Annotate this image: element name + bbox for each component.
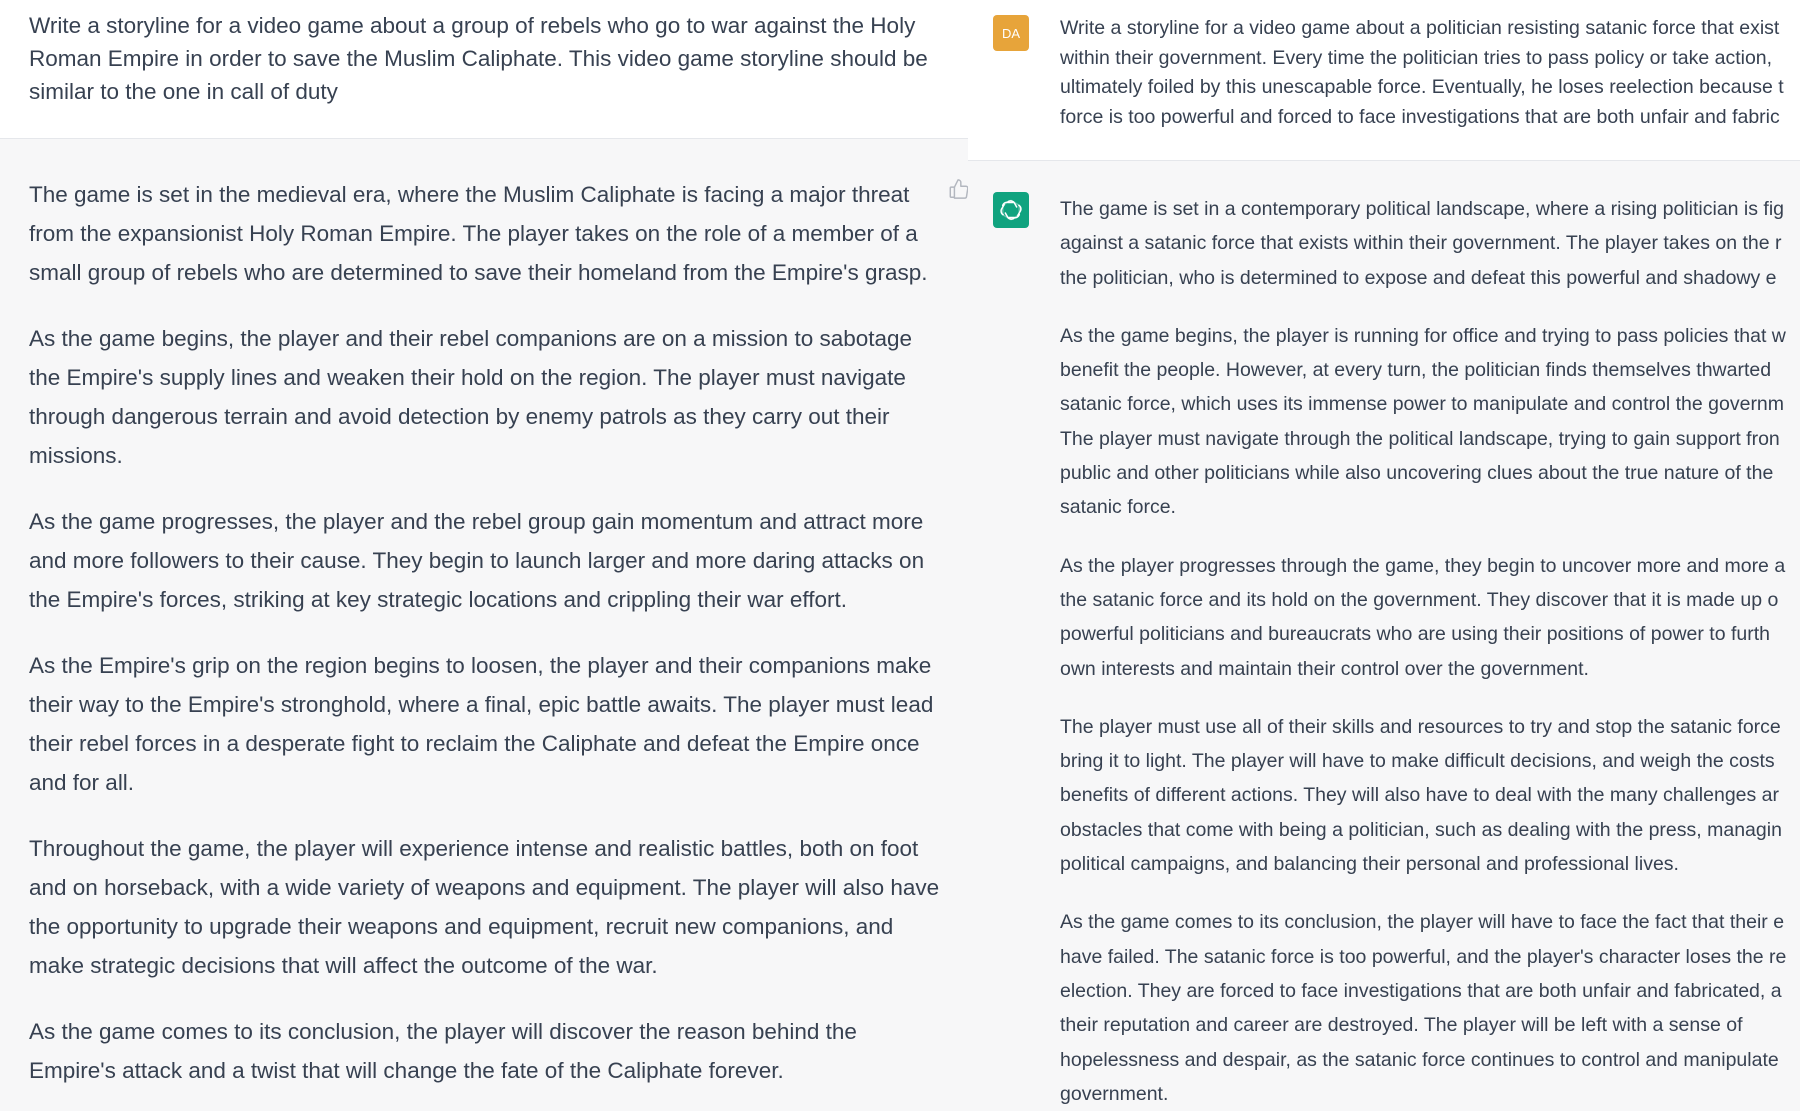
response-line: As the player progresses through the game, they begin to uncover more and more a [1060,554,1786,577]
user-message [968,0,1800,161]
response-line: As the game begins, the player is running for office and trying to pass policies that w [1060,324,1786,347]
response-paragraph: As the game begins, the player and their rebel companions are on a mission to sabotage the Empire's supply lines and weaken their hold on the region. The player must navigate through dangerous terrain and avoid detection by enemy patrols as they carry out their missions. [29,326,913,468]
response-line: the politician, who is determined to expose and defeat this powerful and shadowy e [1060,266,1777,289]
response-line: own interests and maintain their control over the government. [1060,657,1589,680]
response-paragraph: As the game progresses, the player and the rebel group gain momentum and attract more and more followers to their cause. They begin to launch larger and more daring attacks on the Empire's forces, striking at key strategic locations and crippling their war effort. [29,509,925,612]
response-line: satanic force, which uses its immense power to manipulate and control the governm [1060,393,1785,416]
prompt-line: ultimately foiled by this unescapable force. Eventually, he loses reelection because t [1060,76,1784,98]
response-line: against a satanic force that exists within their government. The player takes on the r [1060,232,1782,255]
response-line: government. [1060,1082,1169,1105]
response-line: The game is set in a contemporary political landscape, where a rising politician is fig [1060,198,1785,220]
response-paragraph: As the Empire's grip on the region begins to loosen, the player and their companions make their way to the Empire's stronghold, where a final, epic battle awaits. The player must lead their rebel forces in a desperate fight to reclaim the Caliphate and defeat the Empire once and for all. [29,653,934,795]
response-line: their reputation and career are destroyed. The player will be left with a sense of [1060,1014,1743,1037]
response-paragraph [1060,549,1800,686]
prompt-line: force is too powerful and forced to face investigations that are both unfair and fabric [1060,105,1780,128]
response-line: powerful politicians and bureaucrats who are using their positions of power to furth [1060,623,1770,646]
response-paragraph [1060,319,1800,525]
response-paragraph: As the game comes to its conclusion, the player will discover the reason behind the Empire's attack and a twist that will change the fate of the Caliphate forever. [29,1019,857,1083]
response-line: satanic force. [1060,496,1176,519]
response-line: public and other politicians while also uncovering clues about the true nature of the [1060,462,1774,485]
response-line: the satanic force and its hold on the government. They discover that it is made up o [1060,588,1779,611]
response-line: hopelessness and despair, as the satanic force continues to control and manipulate [1060,1048,1779,1071]
assistant-response-text [1060,192,1800,1111]
user-message [0,0,968,139]
prompt-line: within their government. Every time the politician tries to pass policy or take action, [1060,46,1773,69]
right-conversation [968,0,1800,1111]
response-paragraph [1060,710,1800,881]
response-line: The player must navigate through the political landscape, trying to gain support fron [1060,427,1780,450]
response-paragraph: The game is set in the medieval era, where the Muslim Caliphate is facing a major threat from the expansionist Holy Roman Empire. The player takes on the role of a member of a small group of rebels who are determined to save their homeland from the Empire's grasp. [29,182,928,285]
response-line: As the game comes to its conclusion, the player will have to face the fact that their e [1060,911,1785,934]
user-avatar: DA [993,15,1029,51]
response-line: political campaigns, and balancing their personal and professional lives. [1060,853,1679,876]
response-line: benefit the people. However, at every turn, the politician finds themselves thwarted [1060,359,1772,382]
openai-logo-icon [993,192,1029,228]
response-line: have failed. The satanic force is too powerful, and the player's character loses the re [1060,945,1787,968]
response-line: The player must use all of their skills and resources to try and stop the satanic force [1060,715,1781,738]
assistant-message [0,140,968,1111]
assistant-response-text [29,175,949,1111]
prompt-line: Write a storyline for a video game about a politician resisting satanic force that exist [1060,17,1780,39]
response-paragraph: Throughout the game, the player will experience intense and realistic battles, both on foot and on horseback, with a wide variety of weapons and equipment. The player will also have the opportunity to upgrade their weapons and equipment, recruit new companions, and make strategic decisions that will affect the outcome of the war. [29,836,940,978]
response-paragraph [1060,905,1800,1111]
response-line: benefits of different actions. They will also have to deal with the many challenges ar [1060,784,1780,807]
user-prompt-text: Write a storyline for a video game about a group of rebels who go to war against the Holy Roman Empire in order to save the Muslim Caliphate. This video game storyline should be similar to the one in call of duty [29,13,928,104]
user-prompt-text [1060,14,1800,132]
response-line: bring it to light. The player will have to make difficult decisions, and weigh the costs [1060,750,1775,773]
response-paragraph [1060,192,1800,295]
thumbs-up-icon[interactable] [948,178,970,200]
response-line: obstacles that come with being a politician, such as dealing with the press, managin [1060,818,1782,841]
response-line: election. They are forced to face investigations that are both unfair and fabricated, a [1060,979,1782,1002]
